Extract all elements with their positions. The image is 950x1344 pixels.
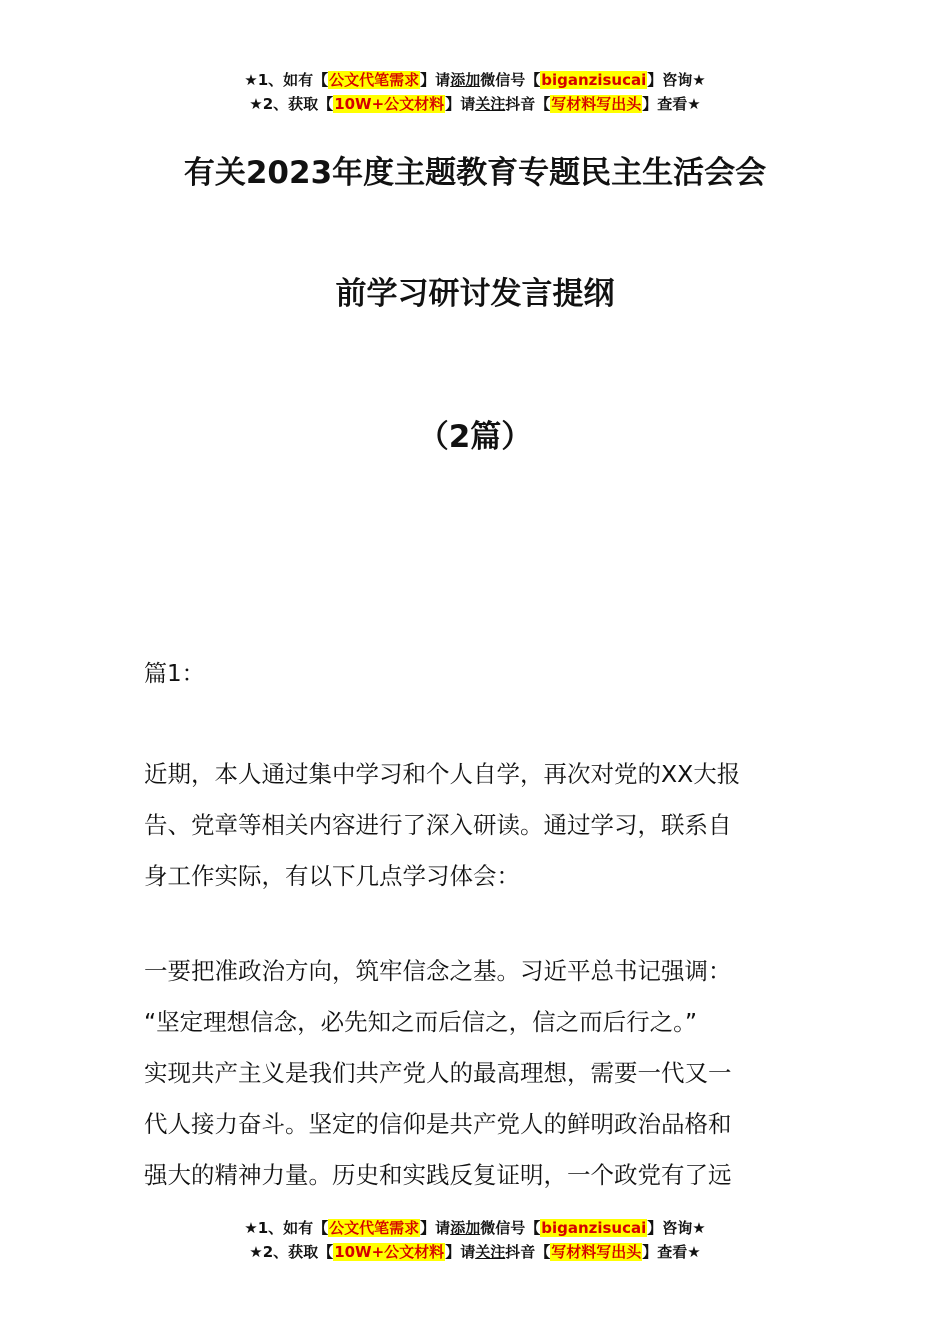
promo-highlight-wechat-id: biganzisucai bbox=[541, 71, 647, 89]
promo-highlight-douyin-id: 写材料写出头 bbox=[551, 1243, 642, 1261]
paragraph-line: 一要把准政治方向，筑牢信念之基。习近平总书记强调： bbox=[144, 957, 732, 985]
document-title-line-1: 有关2023年度主题教育专题民主生活会会 bbox=[183, 155, 767, 191]
paragraph-line: 告、党章等相关内容进行了深入研读。通过学习，联系自 bbox=[144, 811, 732, 839]
paragraph-line: “坚定理想信念，必先知之而后信之，信之而后行之。” bbox=[144, 1008, 698, 1036]
section-label: 篇1： bbox=[144, 661, 205, 687]
promo-text: 】查看★ bbox=[642, 1243, 701, 1261]
promo-underlined: 关注 bbox=[475, 95, 506, 113]
promo-text: 抖音【 bbox=[505, 1243, 551, 1261]
promo-text: 】咨询★ bbox=[647, 1219, 706, 1237]
promo-text: 】查看★ bbox=[642, 95, 701, 113]
paragraph-line: 实现共产主义是我们共产党人的最高理想，需要一代又一 bbox=[144, 1059, 732, 1087]
promo-highlight: 10W+公文材料 bbox=[334, 1243, 445, 1261]
promo-highlight: 10W+公文材料 bbox=[334, 95, 445, 113]
promo-text: 】咨询★ bbox=[647, 71, 706, 89]
top-promo-banner bbox=[0, 68, 950, 116]
promo-text: 】请 bbox=[445, 1243, 476, 1261]
bottom-promo-banner bbox=[0, 1216, 950, 1264]
paragraph-line: 近期，本人通过集中学习和个人自学，再次对党的XX大报 bbox=[144, 760, 741, 788]
promo-text: 微信号【 bbox=[480, 71, 541, 89]
promo-text: ★2、获取【 bbox=[249, 95, 334, 113]
promo-text: ★2、获取【 bbox=[249, 1243, 334, 1261]
document-title-count: （2篇） bbox=[417, 419, 533, 455]
promo-underlined: 添加 bbox=[450, 71, 481, 89]
promo-text: 】请 bbox=[445, 95, 476, 113]
promo-line-1 bbox=[0, 1216, 950, 1240]
paragraph-point-one bbox=[144, 946, 810, 1201]
promo-highlight: 公文代笔需求 bbox=[329, 1219, 420, 1237]
promo-text: ★1、如有【 bbox=[244, 71, 329, 89]
promo-text: 】请 bbox=[420, 71, 451, 89]
paragraph-line: 强大的精神力量。历史和实践反复证明，一个政党有了远 bbox=[144, 1161, 732, 1189]
promo-text: 微信号【 bbox=[480, 1219, 541, 1237]
paragraph-line: 身工作实际，有以下几点学习体会： bbox=[144, 862, 520, 890]
promo-line-1 bbox=[0, 68, 950, 92]
promo-text: ★1、如有【 bbox=[244, 1219, 329, 1237]
promo-line-2 bbox=[0, 92, 950, 116]
promo-underlined: 添加 bbox=[450, 1219, 481, 1237]
paragraph-line: 代人接力奋斗。坚定的信仰是共产党人的鲜明政治品格和 bbox=[144, 1110, 732, 1138]
promo-text: 抖音【 bbox=[505, 95, 551, 113]
document-title-line-2: 前学习研讨发言提纲 bbox=[335, 276, 615, 312]
promo-highlight-douyin-id: 写材料写出头 bbox=[551, 95, 642, 113]
promo-text: 】请 bbox=[420, 1219, 451, 1237]
promo-line-2 bbox=[0, 1240, 950, 1264]
promo-highlight-wechat-id: biganzisucai bbox=[541, 1219, 647, 1237]
paragraph-intro bbox=[144, 749, 810, 902]
promo-highlight: 公文代笔需求 bbox=[329, 71, 420, 89]
promo-underlined: 关注 bbox=[475, 1243, 506, 1261]
